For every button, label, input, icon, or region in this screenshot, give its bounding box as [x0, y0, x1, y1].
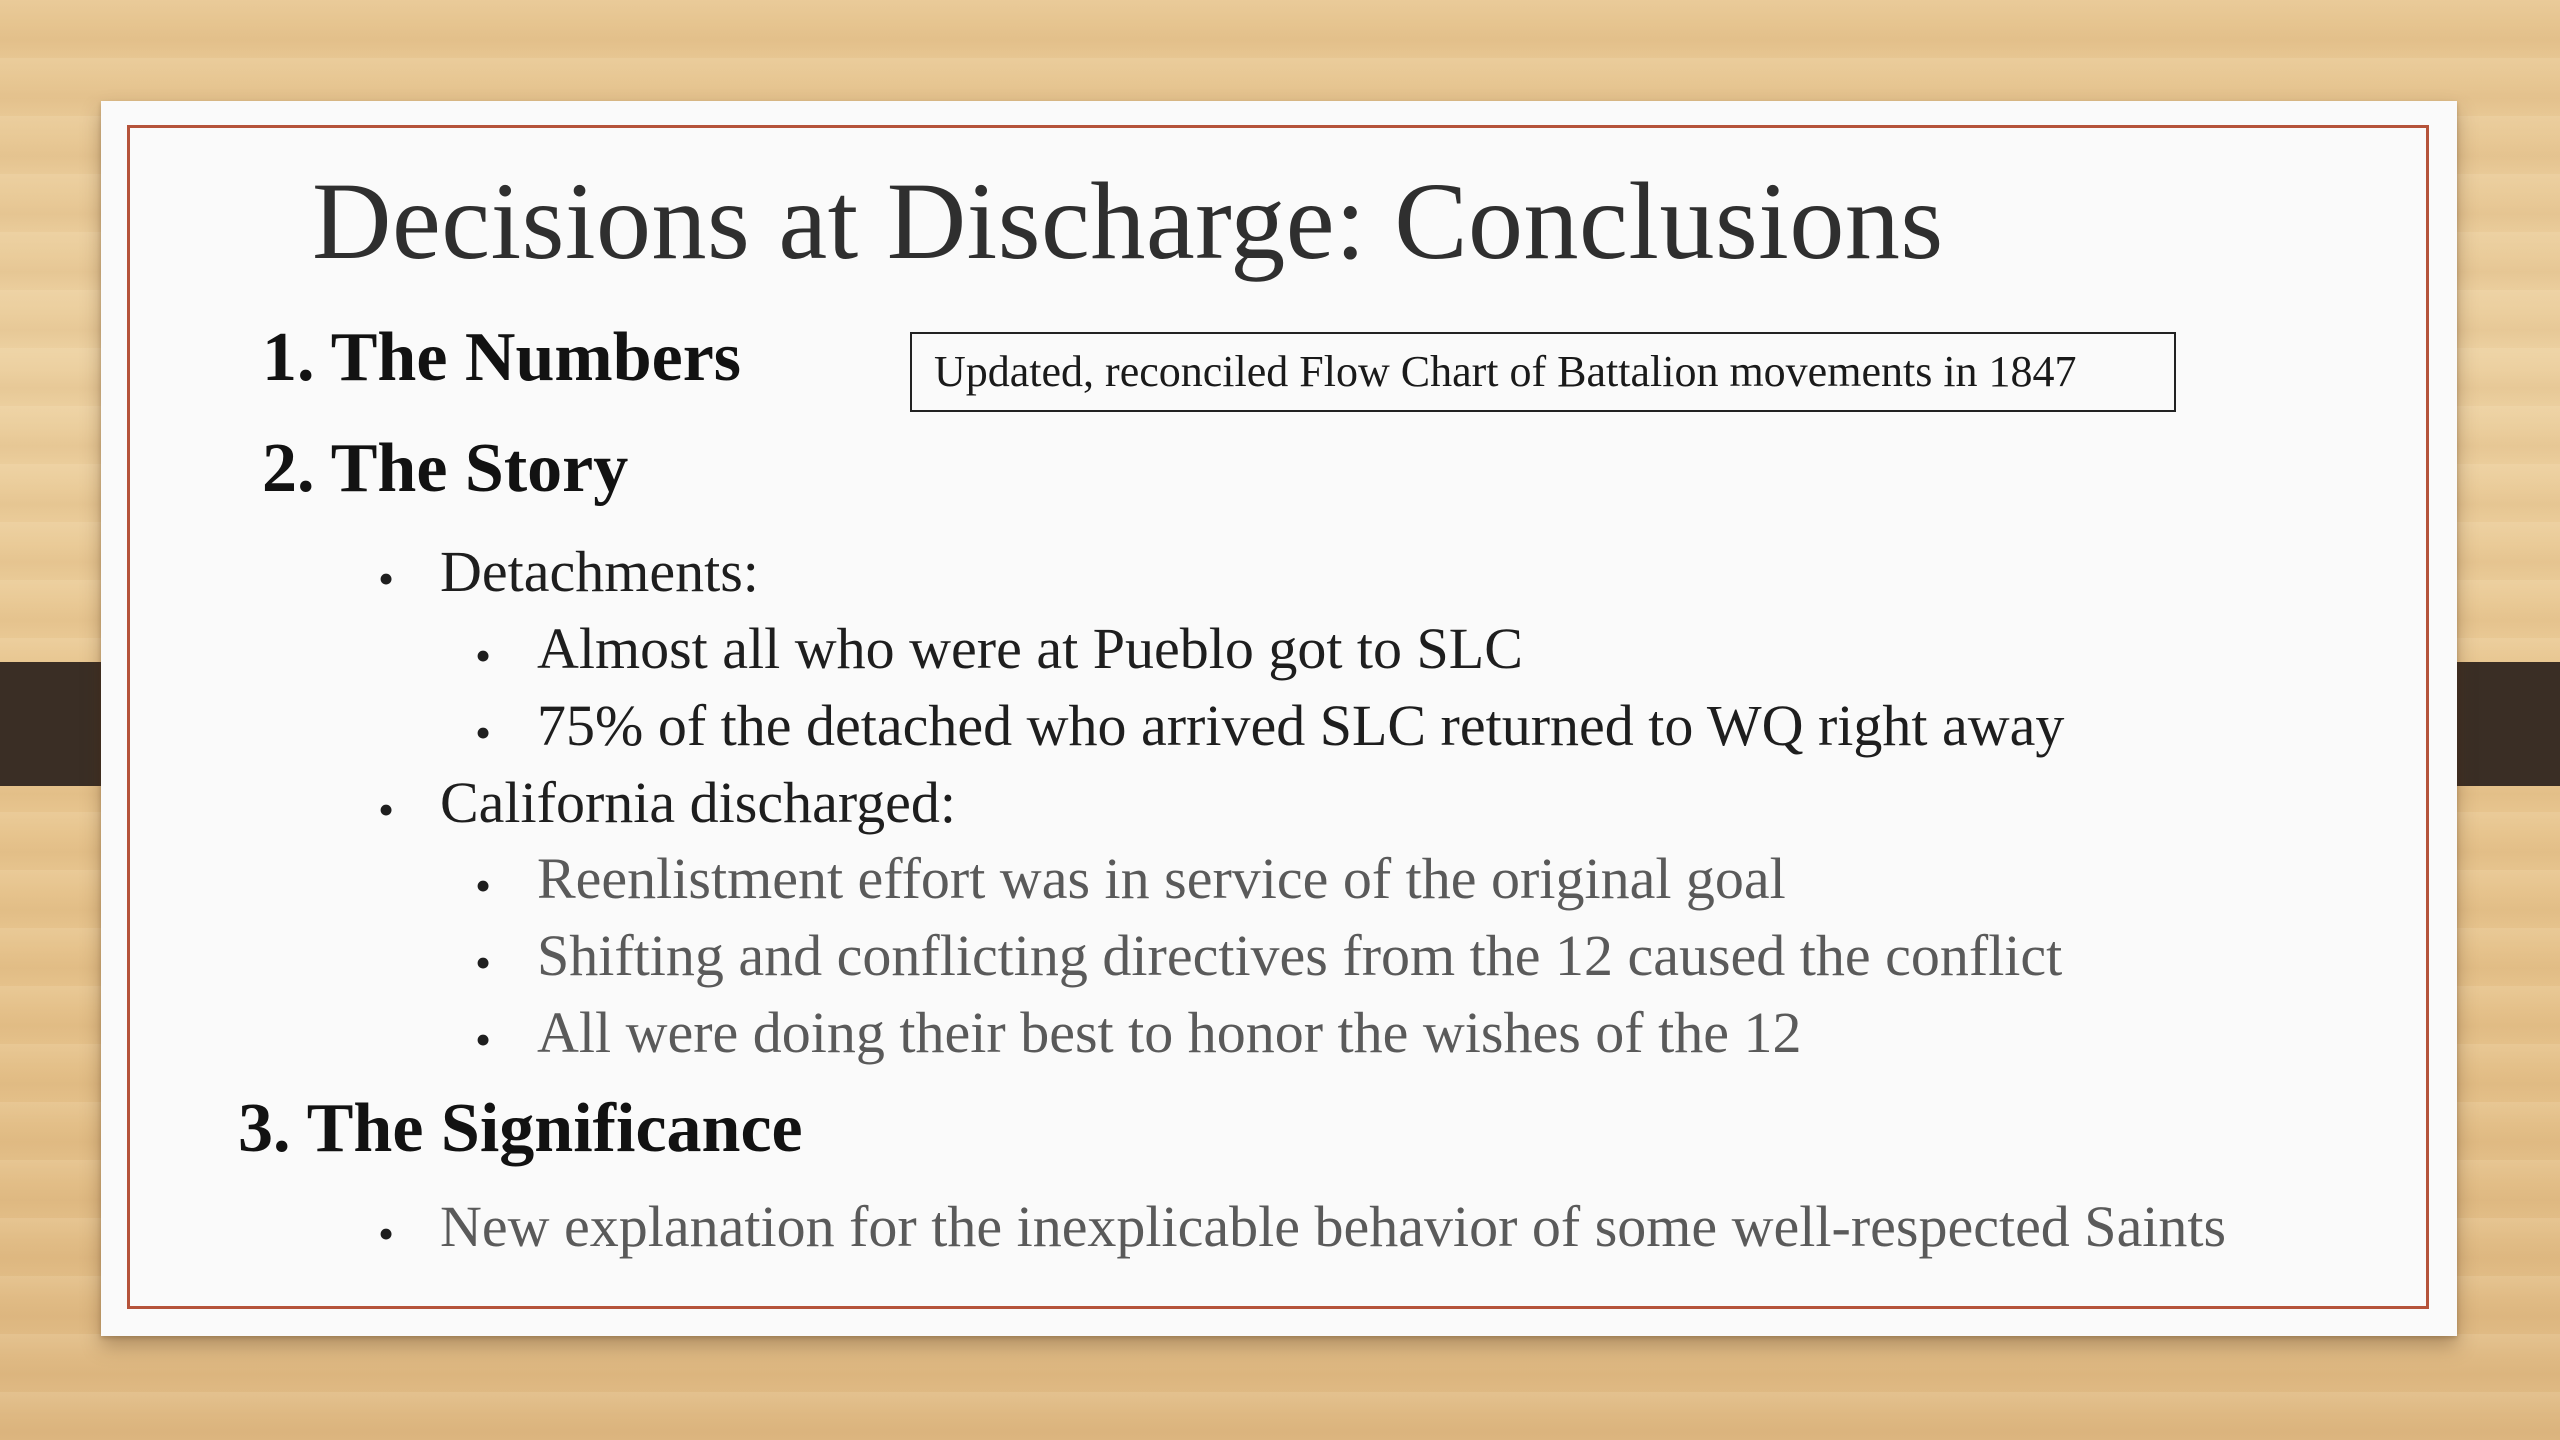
flow-chart-note: Updated, reconciled Flow Chart of Battalion movements in 1847 [910, 332, 2176, 412]
bullet-icon: • [475, 707, 492, 758]
bullet-icon: • [475, 630, 492, 681]
heading-story: 2. The Story [262, 430, 629, 507]
bullet-icon: • [378, 1208, 395, 1259]
detachments-item-2: 75% of the detached who arrived SLC returned to WQ right away [537, 693, 2065, 758]
detachments-label: Detachments: [440, 539, 759, 604]
significance-item-1: New explanation for the inexplicable behavior of some well-respected Saints [440, 1194, 2227, 1259]
california-item-2: Shifting and conflicting directives from the 12 caused the conflict [537, 923, 2063, 988]
heading-numbers: 1. The Numbers [262, 319, 742, 396]
california-item-3: All were doing their best to honor the wishes of the 12 [537, 1000, 1802, 1065]
bullet-icon: • [475, 1014, 492, 1065]
detachments-item-1: Almost all who were at Pueblo got to SLC [537, 616, 1523, 681]
bullet-icon: • [475, 860, 492, 911]
heading-significance: 3. The Significance [238, 1090, 803, 1167]
bullet-icon: • [475, 937, 492, 988]
california-label: California discharged: [440, 770, 956, 835]
slide-title: Decisions at Discharge: Conclusions [312, 160, 1944, 282]
california-item-1: Reenlistment effort was in service of the original goal [537, 846, 1786, 911]
bullet-icon: • [378, 553, 395, 604]
bullet-icon: • [378, 784, 395, 835]
